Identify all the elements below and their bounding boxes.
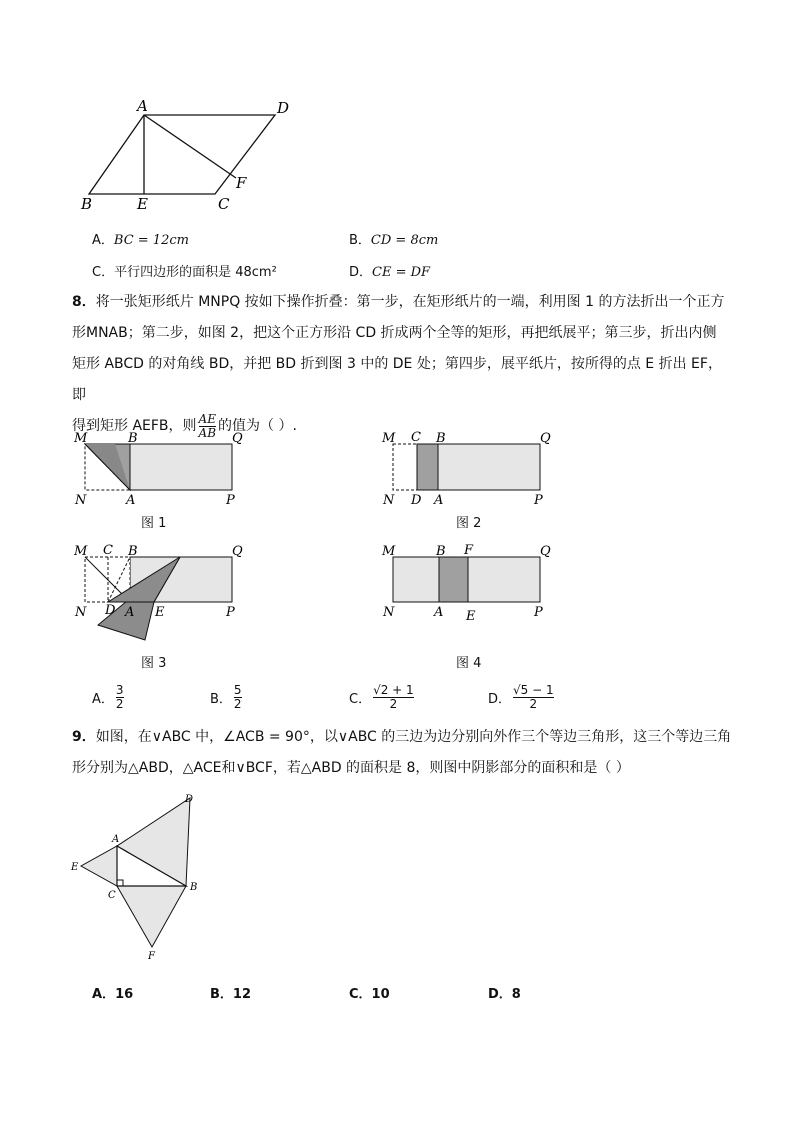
question-9-text: 9．如图，在∨ABC 中，∠ACB = 90°，以∨ABC 的三边为边分别向外作三个等边三角形，这三个等边三角 形分别为△ABD，△ACE和∨BCF，若△ABD 的面积是 8，则图中阴影部分的面积和是（ ） <box>72 729 732 776</box>
fig4-label-E: E <box>466 609 476 624</box>
fig2-label-B: B <box>436 431 446 446</box>
fig2-label-Q: Q <box>540 431 551 446</box>
q7-option-a: A．BC = 12cm <box>92 233 189 248</box>
fig3-label-B: B <box>128 544 138 559</box>
fig2-label-C: C <box>411 430 421 445</box>
q7-option-c: C．平行四边形的面积是 48cm² <box>92 265 277 280</box>
fig1-label-M: M <box>74 431 88 446</box>
fig2-label-M: M <box>382 431 396 446</box>
fig4-label-A: A <box>434 605 444 620</box>
caption-fig4: 图 4 <box>456 656 482 671</box>
fig1-label-P: P <box>226 493 235 508</box>
fig4-label-P: P <box>534 605 543 620</box>
label-C: C <box>218 195 230 213</box>
fig9-label-D: D <box>185 794 194 805</box>
fig9-label-B: B <box>190 882 198 893</box>
q9-option-b: B．12 <box>210 987 252 1002</box>
label-A: A <box>137 97 148 115</box>
q8-option-c: C． $\frac{√2 + 1}{2}$ <box>349 683 414 711</box>
fig1-label-Q: Q <box>232 431 243 446</box>
fig2-label-D: D <box>411 493 422 508</box>
fig4-label-F: F <box>464 543 474 558</box>
fig3-label-D: D <box>105 603 116 618</box>
label-F: F <box>236 174 247 192</box>
question-8-text: 8．将一张矩形纸片 MNPQ 按如下操作折叠：第一步，在矩形纸片的一端，利用图 1 的方法折出一个正方 形MNAB；第二步，如图 2，把这个正方形沿 CD 折成两个全等的矩形，再把纸展平；第三步，折出内侧 矩形 ABCD 的对角线 BD，并把 BD 折到图 3 中的 DE 处；第四步，展平纸片，按所得的点 E 折出 EF，即 得到矩形 AEFB，则 $\frac{AE}{AB}$ 的值为（ ）. <box>72 294 725 440</box>
fig1-label-A: A <box>126 493 136 508</box>
q9-option-d: D．8 <box>488 987 521 1002</box>
fig3-label-M: M <box>74 544 88 559</box>
q8-option-a: A． $\frac{3}{2}$ <box>92 683 124 711</box>
fig2-label-N: N <box>383 493 395 508</box>
figure-1 <box>70 428 250 508</box>
label-E: E <box>137 195 148 213</box>
fig3-label-E: E <box>155 605 165 620</box>
q8-option-b: B． $\frac{5}{2}$ <box>210 683 242 711</box>
fig3-label-Q: Q <box>232 544 243 559</box>
fig1-label-B: B <box>128 431 138 446</box>
fig4-label-M: M <box>382 544 396 559</box>
fig9-label-E: E <box>71 862 79 873</box>
fig4-label-Q: Q <box>540 544 551 559</box>
fig3-label-A: A <box>125 605 135 620</box>
q7-option-b: B．CD = 8cm <box>349 233 439 248</box>
q8-option-d: D． $\frac{√5 - 1}{2}$ <box>488 683 554 711</box>
fig2-label-A: A <box>434 493 444 508</box>
fraction-ae-ab: $\frac{AE}{AB}$ <box>198 411 217 440</box>
fig3-label-N: N <box>75 605 87 620</box>
q7-option-d: D．CE = DF <box>349 265 431 280</box>
fig9-label-A: A <box>112 834 120 845</box>
fig3-label-P: P <box>226 605 235 620</box>
caption-fig2: 图 2 <box>456 516 482 531</box>
fig2-label-P: P <box>534 493 543 508</box>
label-D: D <box>277 99 290 117</box>
figure-2 <box>378 428 558 508</box>
fig1-label-N: N <box>75 493 87 508</box>
figure-3 <box>70 540 250 645</box>
fig9-label-F: F <box>148 951 155 962</box>
q9-option-c: C．10 <box>349 987 390 1002</box>
caption-fig1: 图 1 <box>141 516 167 531</box>
figure-parallelogram <box>70 95 310 220</box>
fig4-label-B: B <box>436 544 446 559</box>
figure-4 <box>378 540 558 625</box>
q9-option-a: A．16 <box>92 987 134 1002</box>
fig3-label-C: C <box>103 543 113 558</box>
fig9-label-C: C <box>108 890 116 901</box>
label-B: B <box>81 195 93 213</box>
caption-fig3: 图 3 <box>141 656 167 671</box>
fig4-label-N: N <box>383 605 395 620</box>
figure-triangles <box>66 790 216 965</box>
